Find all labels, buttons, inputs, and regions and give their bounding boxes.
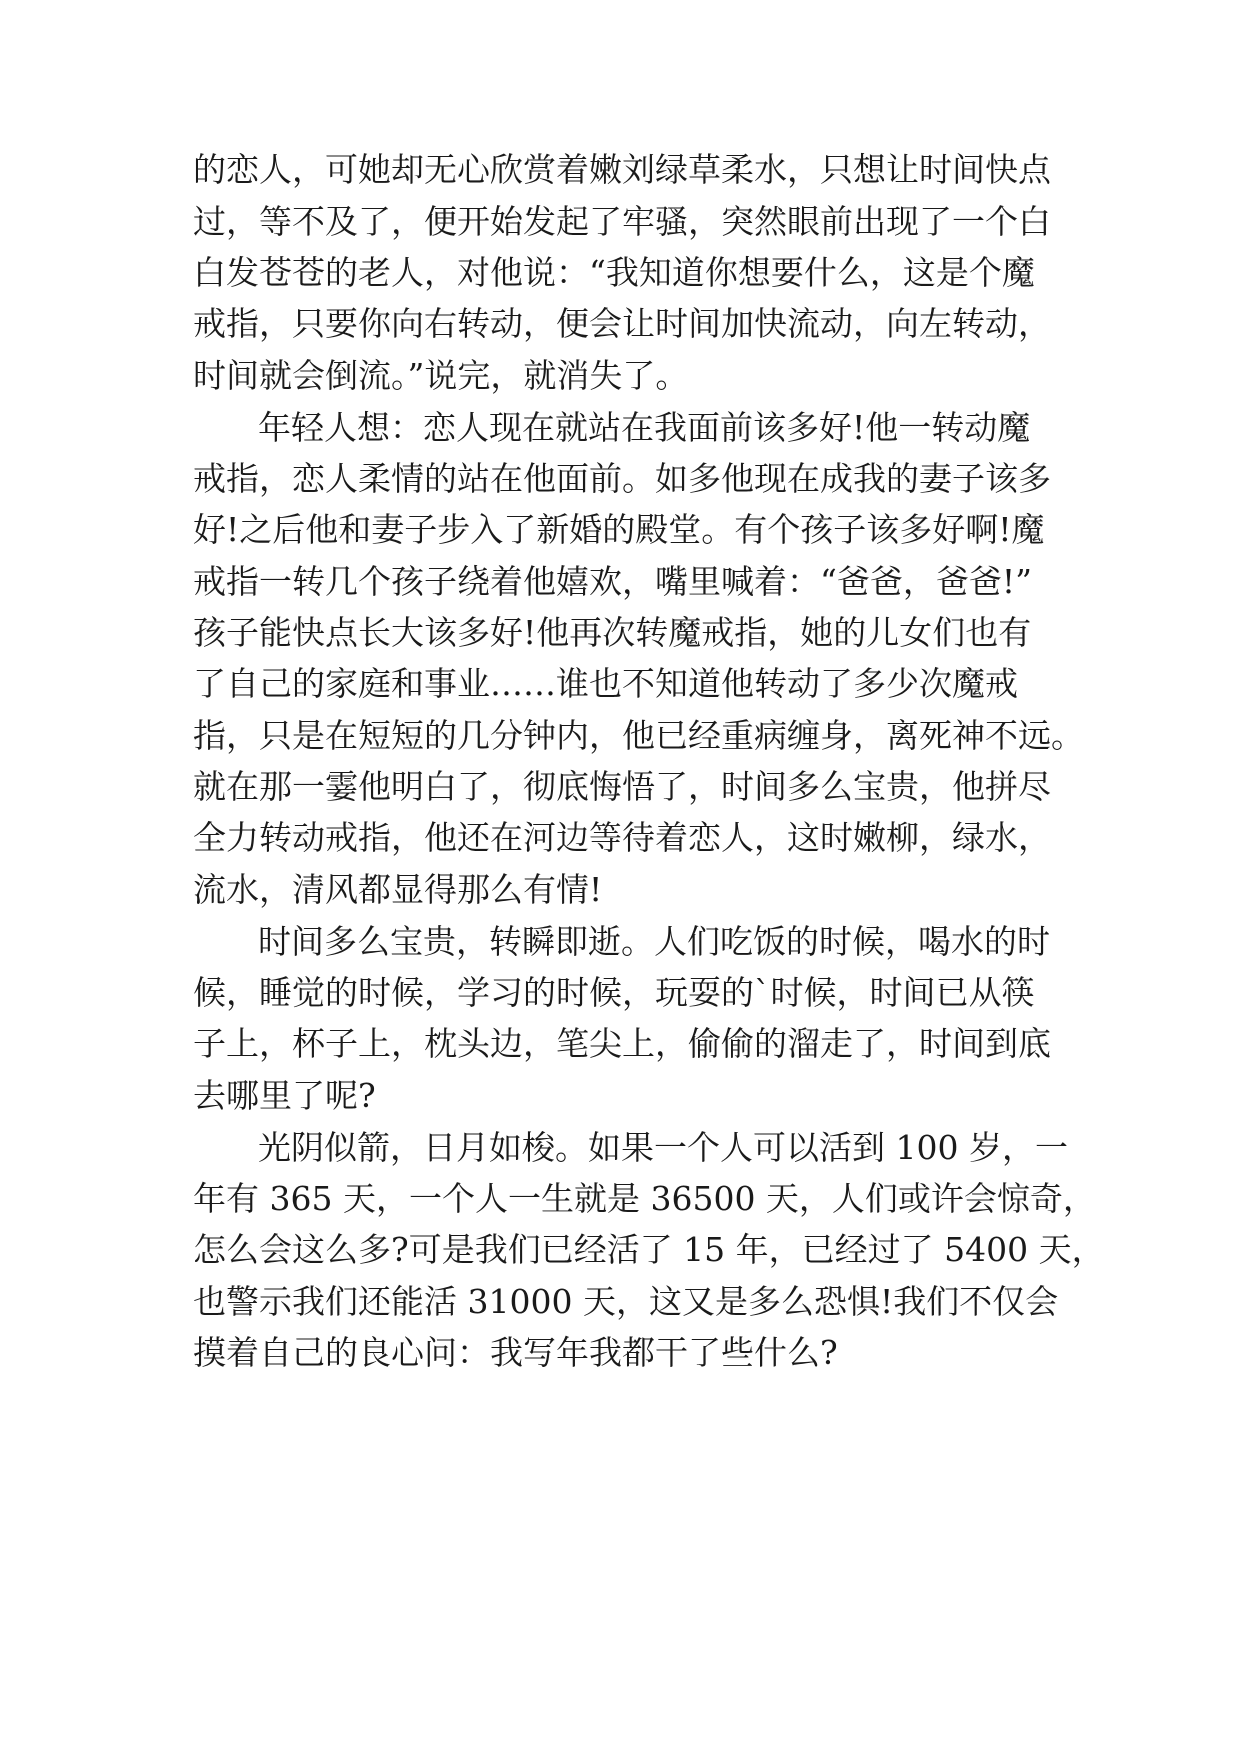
text-line: 怎么会这么多?可是我们已经活了 15 年，已经过了 5400 天， — [193, 1230, 1105, 1269]
paragraph-start-line: 年轻人想：恋人现在就站在我面前该多好!他一转动魔 — [258, 408, 1031, 447]
text-line: 年有 365 天，一个人一生就是 36500 天，人们或许会惊奇， — [193, 1179, 1096, 1218]
paragraph-start-line: 光阴似箭，日月如梭。如果一个人可以活到 100 岁，一 — [258, 1128, 1068, 1167]
text-line: 好!之后他和妻子步入了新婚的殿堂。有个孩子该多好啊!魔 — [193, 510, 1045, 549]
text-line: 子上，杯子上，枕头边，笔尖上，偷偷的溜走了，时间到底 — [193, 1024, 1051, 1063]
text-line: 戒指，只要你向右转动，便会让时间加快流动，向左转动， — [193, 304, 1051, 343]
text-line: 了自己的家庭和事业……谁也不知道他转动了多少次魔戒 — [193, 664, 1018, 703]
text-line: 孩子能快点长大该多好!他再次转魔戒指，她的儿女们也有 — [193, 613, 1032, 652]
paragraph-start-line: 时间多么宝贵，转瞬即逝。人们吃饭的时候，喝水的时 — [258, 922, 1050, 961]
text-line: 戒指一转几个孩子绕着他嬉欢，嘴里喊着：“爸爸，爸爸!” — [193, 562, 1033, 601]
text-line: 的恋人，可她却无心欣赏着嫩刘绿草柔水，只想让时间快点 — [193, 150, 1051, 189]
text-line: 摸着自己的良心问：我写年我都干了些什么? — [193, 1333, 838, 1372]
text-line: 也警示我们还能活 31000 天，这又是多么恐惧!我们不仅会 — [193, 1282, 1059, 1321]
text-line: 就在那一霎他明白了，彻底悔悟了，时间多么宝贵，他拼尽 — [193, 767, 1051, 806]
text-line: 过，等不及了，便开始发起了牢骚，突然眼前出现了一个白 — [193, 202, 1051, 241]
text-line: 戒指，恋人柔情的站在他面前。如多他现在成我的妻子该多 — [193, 459, 1051, 498]
text-line: 候，睡觉的时候，学习的时候，玩耍的`时候，时间已从筷 — [193, 973, 1035, 1012]
text-line: 去哪里了呢? — [193, 1076, 376, 1115]
text-line: 指，只是在短短的几分钟内，他已经重病缠身，离死神不远。 — [193, 716, 1084, 755]
text-line: 全力转动戒指，他还在河边等待着恋人，这时嫩柳，绿水， — [193, 818, 1051, 857]
text-line: 时间就会倒流。”说完，就消失了。 — [193, 356, 689, 395]
text-line: 白发苍苍的老人，对他说：“我知道你想要什么，这是个魔 — [193, 253, 1035, 292]
text-line: 流水，清风都显得那么有情! — [193, 870, 603, 909]
